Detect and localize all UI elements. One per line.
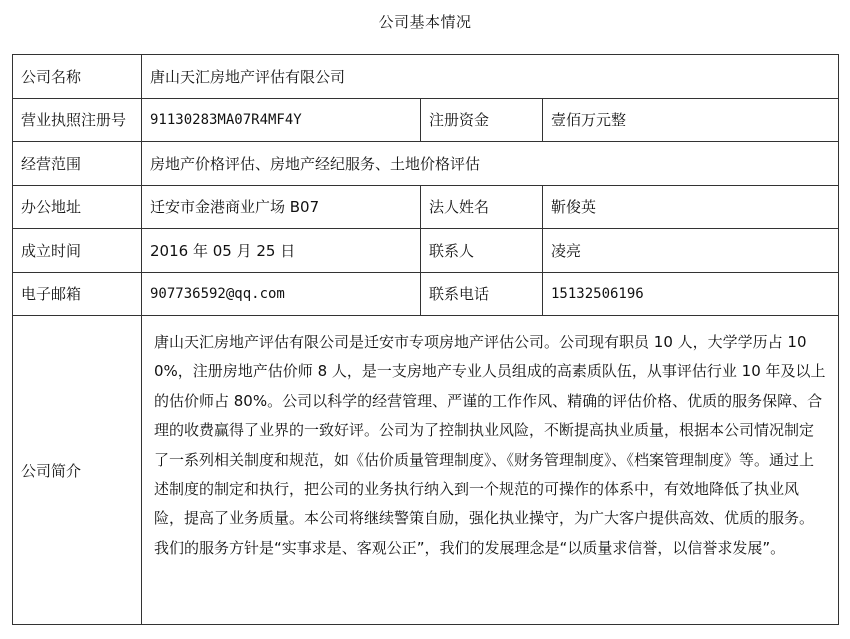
legal-value: 靳俊英 (543, 185, 839, 229)
company-name-label: 公司名称 (13, 55, 142, 99)
email-value: 907736592@qq.com (142, 272, 421, 316)
phone-value: 15132506196 (543, 272, 839, 316)
table-row (13, 229, 839, 273)
founded-value: 2016 年 05 月 25 日 (142, 229, 421, 273)
scope-value: 房地产价格评估、房地产经纪服务、土地价格评估 (142, 142, 839, 186)
contact-value: 凌亮 (543, 229, 839, 273)
table-row (13, 98, 839, 142)
capital-label: 注册资金 (421, 98, 543, 142)
table-row (13, 272, 839, 316)
table-row (13, 316, 839, 625)
scope-label: 经营范围 (13, 142, 142, 186)
intro-label: 公司简介 (13, 316, 142, 625)
legal-label: 法人姓名 (421, 185, 543, 229)
address-label: 办公地址 (13, 185, 142, 229)
founded-label: 成立时间 (13, 229, 142, 273)
capital-value: 壹佰万元整 (543, 98, 839, 142)
contact-label: 联系人 (421, 229, 543, 273)
address-value: 迁安市金港商业广场 B07 (142, 185, 421, 229)
license-value: 91130283MA07R4MF4Y (142, 98, 421, 142)
table-row (13, 142, 839, 186)
page-title: 公司基本情况 (378, 13, 472, 31)
company-name-value: 唐山天汇房地产评估有限公司 (142, 55, 839, 99)
email-label: 电子邮箱 (13, 272, 142, 316)
phone-label: 联系电话 (421, 272, 543, 316)
table-row (13, 55, 839, 99)
intro-text: 唐山天汇房地产评估有限公司是迁安市专项房地产评估公司。公司现有职员 10 人，大学学历占 100%，注册房地产估价师 8 人，是一支房地产专业人员组成的高素质队伍，从事评估行业 10 年及以上的估价师占 80%。公司以科学的经营管理、严谨的工作作风、精确的评估价格、优质的服务保障、合理的收费赢得了业界的一致好评。公司为了控制执业风险，不断提高执业质量，根据本公司情况制定了一系列相关制度和规范，如《估价质量管理制度》、《财务管理制度》、《档案管理制度》等。通过上述制度的制定和执行，把公司的业务执行纳入到一个规范的可操作的体系中，有效地降低了执业风险，提高了业务质量。本公司将继续警策自励，强化执业操守，为广大客户提供高效、优质的服务。我们的服务方针是“实事求是、客观公正”，我们的发展理念是“以质量求信誉，以信誉求发展”。 (142, 316, 839, 625)
company-info-table (12, 54, 839, 625)
table-row (13, 185, 839, 229)
license-label: 营业执照注册号 (13, 98, 142, 142)
